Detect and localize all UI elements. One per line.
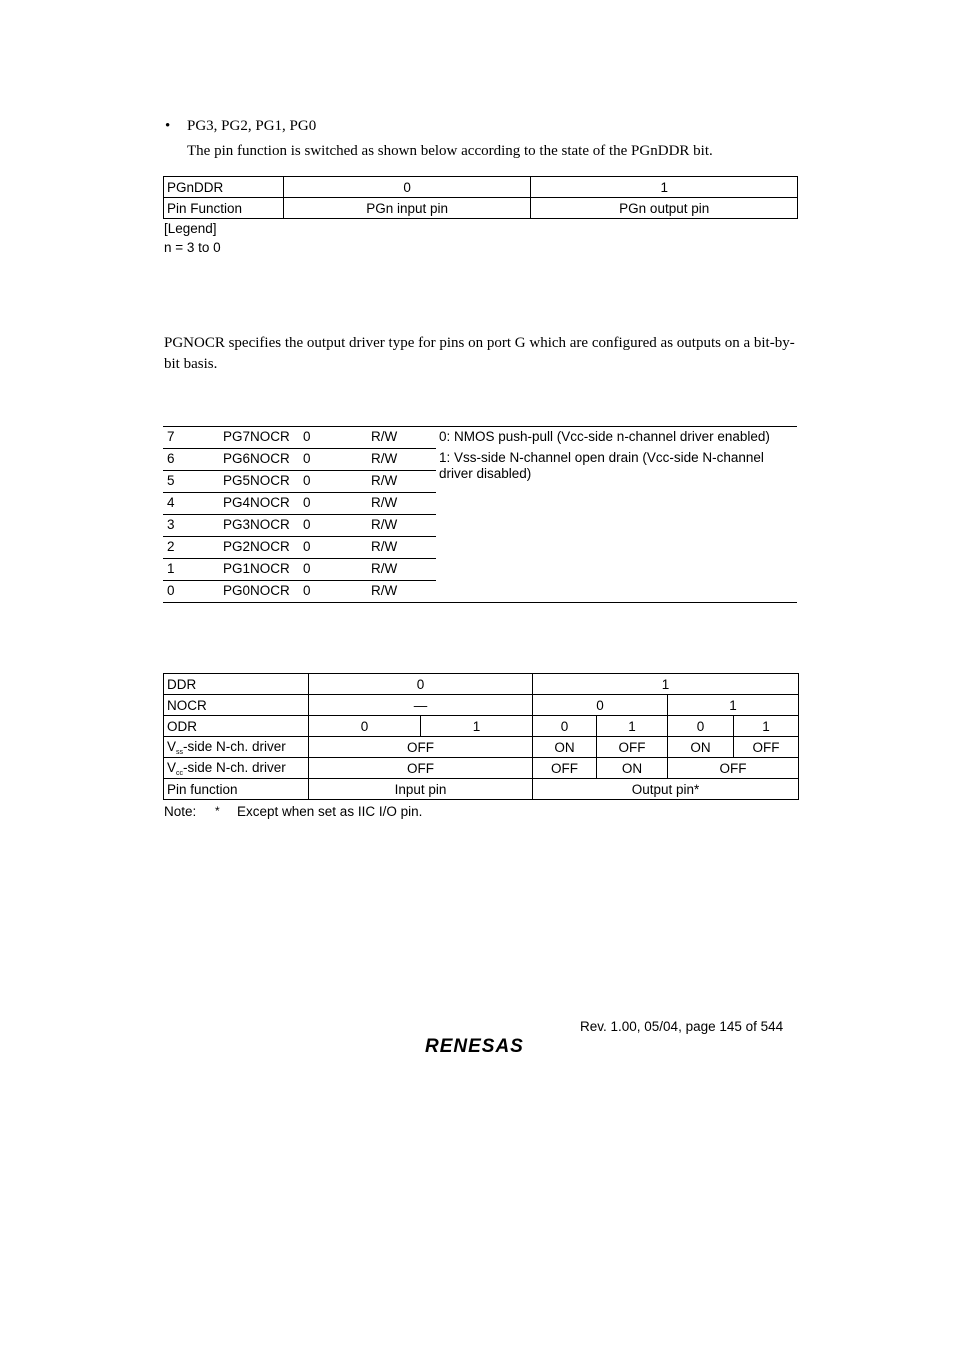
pgnddr-table <box>163 176 798 219</box>
table-row <box>163 471 436 493</box>
initial-value: 0 <box>303 495 311 510</box>
table-cell: 0 <box>533 716 597 737</box>
vss-label: -side N-ch. driver <box>183 738 286 754</box>
initial-value: 0 <box>303 561 311 576</box>
initial-value: 0 <box>303 429 311 444</box>
table-cell: Input pin <box>309 779 533 800</box>
renesas-logo <box>423 1034 543 1056</box>
pgnocr-paragraph: PGNOCR specifies the output driver type for pins on port G which are configured as outputs on a bit-by-bit basis. <box>164 335 795 372</box>
bit-name: PG5NOCR <box>223 473 290 488</box>
vcc-subscript: cc <box>176 769 184 777</box>
table-note <box>164 804 564 824</box>
table-row <box>163 515 436 537</box>
table-row <box>164 779 799 800</box>
table-cell: ON <box>668 737 734 758</box>
table-cell: OFF <box>309 737 533 758</box>
page-footer: Rev. 1.00, 05/04, page 145 of 544 <box>580 1019 784 1034</box>
table-cell: PGn output pin <box>531 198 798 219</box>
table-cell: ON <box>597 758 668 779</box>
table-row <box>164 716 799 737</box>
table-cell: NOCR <box>164 695 309 716</box>
table-row <box>163 537 436 559</box>
read-write: R/W <box>371 495 398 510</box>
table-row <box>164 177 798 198</box>
table-row <box>164 674 799 695</box>
register-bit-table <box>163 426 797 603</box>
table-row <box>163 449 436 471</box>
description-1: 1: Vss-side N-channel open drain (Vcc-side N-channel driver disabled) <box>439 450 764 481</box>
table-cell: 0 <box>283 177 531 198</box>
bit-name: PG0NOCR <box>223 583 290 598</box>
table-cell <box>164 737 309 758</box>
bit-name: PG7NOCR <box>223 429 290 444</box>
bit-name: PG3NOCR <box>223 517 290 532</box>
bit-name: PG4NOCR <box>223 495 290 510</box>
table-cell: PGn input pin <box>283 198 531 219</box>
vcc-v: V <box>167 759 177 775</box>
register-description <box>439 429 799 487</box>
table-row <box>163 559 436 581</box>
note-text: Except when set as IIC I/O pin. <box>237 804 423 819</box>
bit-number: 5 <box>167 473 175 488</box>
table-cell: 1 <box>531 177 798 198</box>
table-cell: 1 <box>421 716 533 737</box>
read-write: R/W <box>371 451 398 466</box>
initial-value: 0 <box>303 539 311 554</box>
read-write: R/W <box>371 539 398 554</box>
bit-number: 7 <box>167 429 175 444</box>
table-cell <box>164 758 309 779</box>
table-row <box>164 198 798 219</box>
note-asterisk: * <box>215 804 220 818</box>
table-cell: ON <box>533 737 597 758</box>
table-row <box>163 493 436 515</box>
table-row <box>164 758 799 779</box>
bit-number: 1 <box>167 561 175 576</box>
table-cell: Pin Function <box>164 198 284 219</box>
bit-name: PG2NOCR <box>223 539 290 554</box>
bit-name: PG6NOCR <box>223 451 290 466</box>
table-cell: OFF <box>597 737 668 758</box>
bit-number: 0 <box>167 583 175 598</box>
initial-value: 0 <box>303 517 311 532</box>
table-cell: 0 <box>309 716 421 737</box>
table-cell: Pin function <box>164 779 309 800</box>
read-write: R/W <box>371 517 398 532</box>
table-cell: PGnDDR <box>164 177 284 198</box>
table-cell: — <box>309 695 533 716</box>
vss-subscript: ss <box>176 748 184 756</box>
initial-value: 0 <box>303 451 311 466</box>
table-cell: 1 <box>668 695 799 716</box>
table-cell: 0 <box>309 674 533 695</box>
bit-name: PG1NOCR <box>223 561 290 576</box>
bit-number: 3 <box>167 517 175 532</box>
table-cell: OFF <box>533 758 597 779</box>
table-row <box>163 427 436 449</box>
table-row <box>163 581 436 602</box>
vcc-label: -side N-ch. driver <box>183 759 286 775</box>
description-0: 0: NMOS push-pull (Vcc-side n-channel driver enabled) <box>439 429 770 444</box>
vss-v: V <box>167 738 177 754</box>
logo-text: RENESAS <box>425 1036 524 1056</box>
bit-number: 4 <box>167 495 175 510</box>
table-row <box>164 737 799 758</box>
bullet-description: The pin function is switched as shown below according to the state of the PGnDDR bit. <box>187 143 713 159</box>
bit-number: 6 <box>167 451 175 466</box>
read-write: R/W <box>371 473 398 488</box>
table-cell: 1 <box>734 716 799 737</box>
driver-state-table <box>163 673 799 800</box>
read-write: R/W <box>371 583 398 598</box>
table-row <box>164 695 799 716</box>
table-cell: ODR <box>164 716 309 737</box>
table-cell: 1 <box>597 716 668 737</box>
legend-text: n = 3 to 0 <box>164 240 221 255</box>
read-write: R/W <box>371 561 398 576</box>
read-write: R/W <box>371 429 398 444</box>
note-label: Note: <box>164 804 197 819</box>
table-cell: DDR <box>164 674 309 695</box>
table-cell: 0 <box>668 716 734 737</box>
table-cell: 0 <box>533 695 668 716</box>
table-cell: OFF <box>734 737 799 758</box>
table-cell: Output pin* <box>533 779 799 800</box>
table-cell: 1 <box>533 674 799 695</box>
legend-label: [Legend] <box>164 221 217 236</box>
bit-number: 2 <box>167 539 175 554</box>
table-cell: OFF <box>309 758 533 779</box>
table-cell: OFF <box>668 758 799 779</box>
initial-value: 0 <box>303 473 311 488</box>
initial-value: 0 <box>303 583 311 598</box>
bullet-symbol: • <box>165 118 171 134</box>
bullet-title: PG3, PG2, PG1, PG0 <box>187 118 317 134</box>
